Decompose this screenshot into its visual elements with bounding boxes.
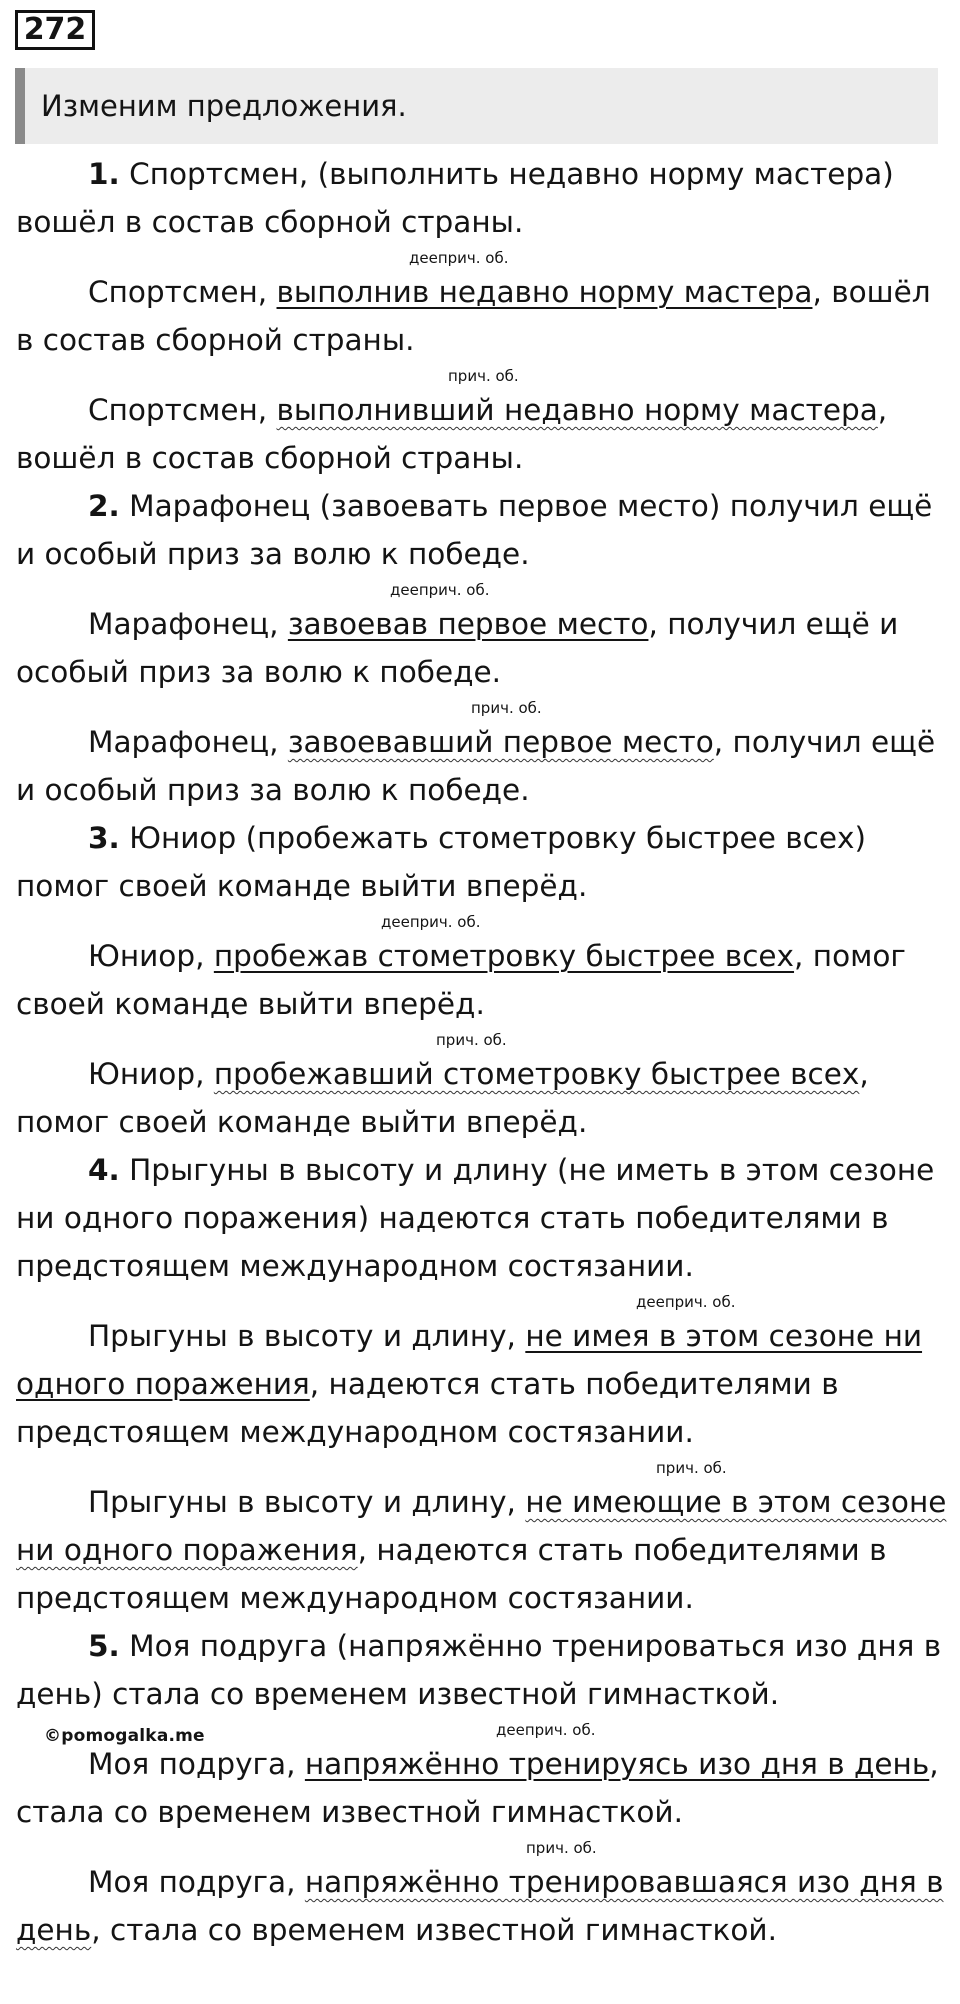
tag-prich: прич. об. — [471, 699, 542, 717]
adverbial-phrase: напряжённо тренируясь изо дня в день — [304, 1747, 930, 1781]
task-banner — [15, 68, 938, 144]
item-prompt-5 — [16, 1622, 951, 1718]
adverbial-phrase: завоевав первое место — [287, 607, 649, 641]
adverbial-phrase: не имея в этом сезоне ни одного поражения — [16, 1319, 923, 1401]
tag-prich: прич. об. — [656, 1459, 727, 1477]
item-answer-deeprich: Юниор, пробежав стометровку быстрее всех, помог своей команде выйти вперёд. — [16, 939, 906, 1021]
participial-phrase: завоевавший первое место — [287, 725, 714, 759]
item-number: 2. — [88, 489, 120, 523]
tag-prich: прич. об. — [526, 1839, 597, 1857]
item-prompt-1 — [16, 150, 951, 246]
item-prompt-3 — [16, 814, 951, 910]
item-answer-prich: Прыгуны в высоту и длину, не имеющие в этом сезоне ни одного поражения, надеются стать победителями в предстоящем международном состязании. — [16, 1485, 947, 1615]
task-text: Изменим предложения. — [41, 89, 407, 123]
item-answer-deeprich: Марафонец, завоевав первое место, получил ещё и особый приз за волю к победе. — [16, 607, 899, 689]
tag-deeprich: дееприч. об. — [390, 581, 490, 599]
tag-prich: прич. об. — [448, 367, 519, 385]
prompt-text: Марафонец (завоевать первое место) получил ещё и особый приз за волю к победе. — [16, 489, 933, 571]
participial-phrase: напряжённо тренировавшаяся изо дня в день — [16, 1865, 944, 1947]
item-answer-prich: Моя подруга, напряжённо тренировавшаяся изо дня в день, стала со временем известной гимнасткой. — [16, 1865, 944, 1947]
tag-prich: прич. об. — [436, 1031, 507, 1049]
exercise-number: 272 — [15, 10, 95, 50]
item-number: 5. — [88, 1629, 120, 1663]
participial-phrase: пробежавший стометровку быстрее всех — [213, 1057, 860, 1091]
adverbial-phrase: пробежав стометровку быстрее всех — [213, 939, 795, 973]
item-answer-prich: Спортсмен, выполнивший недавно норму мастера, вошёл в состав сборной страны. — [16, 393, 888, 475]
tag-deeprich: дееприч. об. — [636, 1293, 736, 1311]
item-number: 1. — [88, 157, 120, 191]
item-answer-prich: Марафонец, завоевавший первое место, получил ещё и особый приз за волю к победе. — [16, 725, 936, 807]
participial-phrase: не имеющие в этом сезоне ни одного поражения — [16, 1485, 947, 1567]
watermark: ©pomogalka.me — [44, 1726, 205, 1746]
item-number: 4. — [88, 1153, 120, 1187]
prompt-text: Моя подруга (напряжённо тренироваться изо дня в день) стала со временем известной гимнасткой. — [16, 1629, 942, 1711]
item-answer-prich: Юниор, пробежавший стометровку быстрее всех, помог своей команде выйти вперёд. — [16, 1057, 869, 1139]
tag-deeprich: дееприч. об. — [381, 913, 481, 931]
item-answer-deeprich: Моя подруга, напряжённо тренируясь изо дня в день, стала со временем известной гимнасткой. — [16, 1747, 939, 1829]
adverbial-phrase: выполнив недавно норму мастера — [276, 275, 813, 309]
prompt-text: Прыгуны в высоту и длину (не иметь в этом сезоне ни одного поражения) надеются стать победителями в предстоящем международном состязании. — [16, 1153, 935, 1283]
prompt-text: Спортсмен, (выполнить недавно норму мастера) вошёл в состав сборной страны. — [16, 157, 894, 239]
item-prompt-2 — [16, 482, 951, 578]
prompt-text: Юниор (пробежать стометровку быстрее всех) помог своей команде выйти вперёд. — [16, 821, 866, 903]
tag-deeprich: дееприч. об. — [409, 249, 509, 267]
participial-phrase: выполнивший недавно норму мастера — [276, 393, 878, 427]
item-answer-deeprich: Прыгуны в высоту и длину, не имея в этом сезоне ни одного поражения, надеются стать победителями в предстоящем международном состязании. — [16, 1319, 923, 1449]
item-number: 3. — [88, 821, 120, 855]
item-answer-deeprich: Спортсмен, выполнив недавно норму мастера, вошёл в состав сборной страны. — [16, 275, 931, 357]
tag-deeprich: дееприч. об. — [496, 1721, 596, 1739]
item-prompt-4 — [16, 1146, 951, 1290]
exercise-content — [16, 150, 951, 1954]
